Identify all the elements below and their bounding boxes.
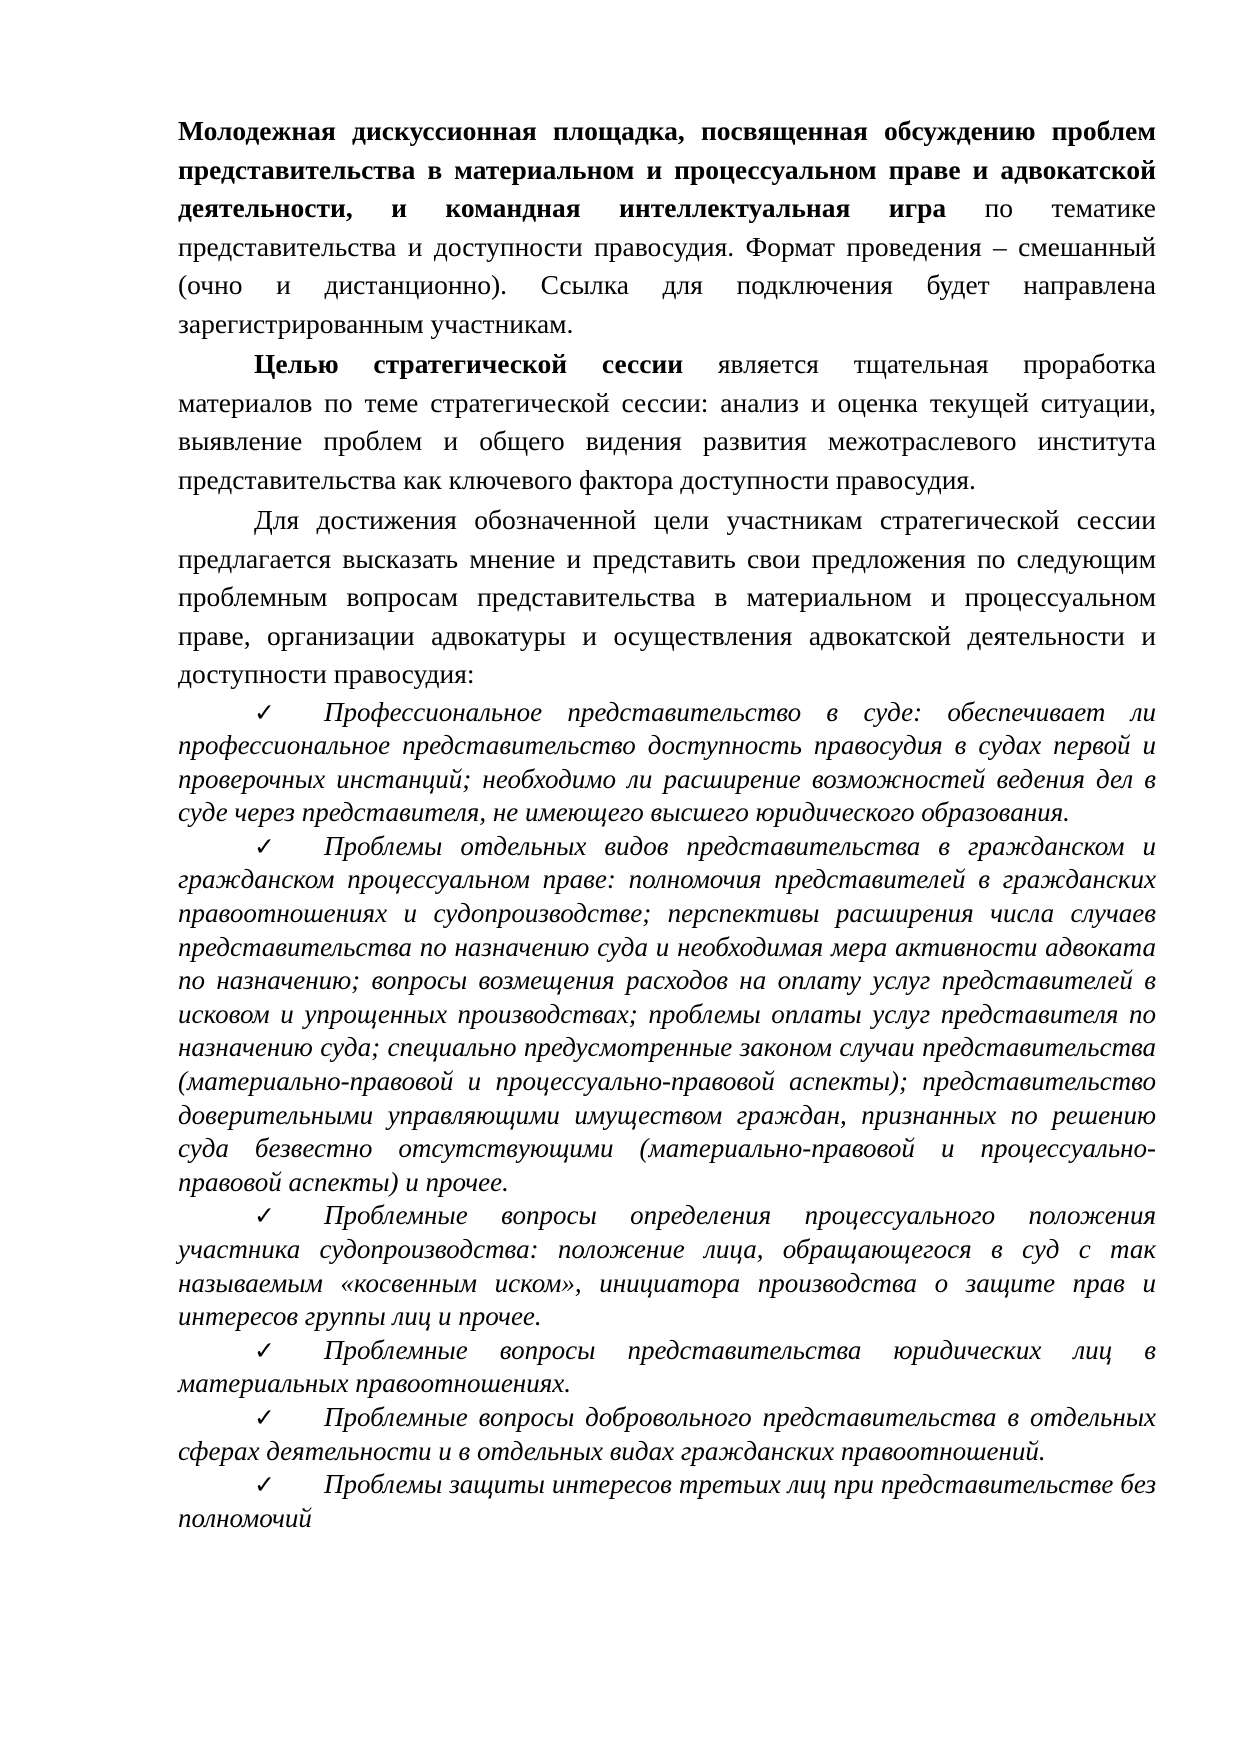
- intro-paragraph: [178, 112, 1156, 343]
- check-mark-icon: ✓: [254, 1201, 275, 1231]
- list-item: [178, 1199, 1156, 1333]
- check-mark-icon: ✓: [254, 1335, 275, 1365]
- list-item-text: Проблемные вопросы представительства юридических лиц в материальных правоотношениях.: [178, 1334, 1156, 1399]
- list-item: [178, 696, 1156, 830]
- list-item-text: Проблемы защиты интересов третьих лиц при представительстве без полномочий: [178, 1469, 1156, 1533]
- list-item: [178, 1468, 1156, 1535]
- list-item-text: Профессиональное представительство в суде: обеспечивает ли профессиональное представительство доступность правосудия в судах первой и проверочных инстанций; необходимо ли расширение возможностей ведения дел в суде через представителя, не имеющего высшего юридического образования.: [178, 696, 1156, 828]
- list-item-text: Проблемные вопросы добровольного представительства в отдельных сферах деятельности и в отдельных видах гражданских правоотношений.: [178, 1401, 1156, 1466]
- intro-bold-text: Молодежная дискуссионная площадка, посвященная обсуждению проблем представительства в материальном и процессуальном праве и адвокатской деятельности, и командная интеллектуальная игра: [178, 115, 1156, 223]
- list-item-text: Проблемные вопросы определения процессуального положения участника судопроизводства: положение лица, обращающегося в суд с так называемым «косвенным иском», инициатора производства о защите прав и интересов группы лиц и прочее.: [178, 1200, 1156, 1332]
- list-item: [178, 830, 1156, 1200]
- list-item: [178, 1334, 1156, 1401]
- list-item-text: Проблемы отдельных видов представительства в гражданском и гражданском процессуальном праве: полномочия представителей в гражданских правоотношениях и судопроизводстве; перспективы расширения числа случаев представительства по назначению суда и необходимая мера активности адвоката по назначению; вопросы возмещения расходов на оплату услуг представителей в исковом и упрощенных производствах; проблемы оплаты услуг представителя по назначению суда; специально предусмотренные законом случаи представительства (материально-правовой и процессуально-правовой аспекты); представительство доверительными управляющими имуществом граждан, признанных по решению суда безвестно отсутствующими (материально-правовой и процессуально-правовой аспекты) и прочее.: [178, 830, 1156, 1197]
- check-mark-icon: ✓: [254, 831, 275, 861]
- invitation-paragraph: Для достижения обозначенной цели участникам стратегической сессии предлагается высказать мнение и представить свои предложения по следующим проблемным вопросам представительства в материальном и процессуальном праве, организации адвокатуры и осуществления адвокатской деятельности и доступности правосудия:: [178, 504, 1156, 689]
- check-mark-icon: ✓: [254, 1402, 275, 1432]
- list-item: [178, 1401, 1156, 1468]
- check-mark-icon: ✓: [254, 1470, 275, 1500]
- document-page: [178, 112, 1156, 1535]
- goal-text: является тщательная проработка материалов по теме стратегической сессии: анализ и оценка текущей ситуации, выявление проблем и общего видения развития межотраслевого института представительства как ключевого фактора доступности правосудия.: [178, 348, 1156, 495]
- goal-bold-text: Целью стратегической сессии: [254, 348, 684, 379]
- check-mark-icon: ✓: [254, 697, 275, 727]
- goal-paragraph: [178, 345, 1156, 499]
- intro-text: по тематике представительства и доступности правосудия. Формат проведения – смешанный (очно и дистанционно). Ссылка для подключения будет направлена зарегистрированным участникам.: [178, 192, 1156, 339]
